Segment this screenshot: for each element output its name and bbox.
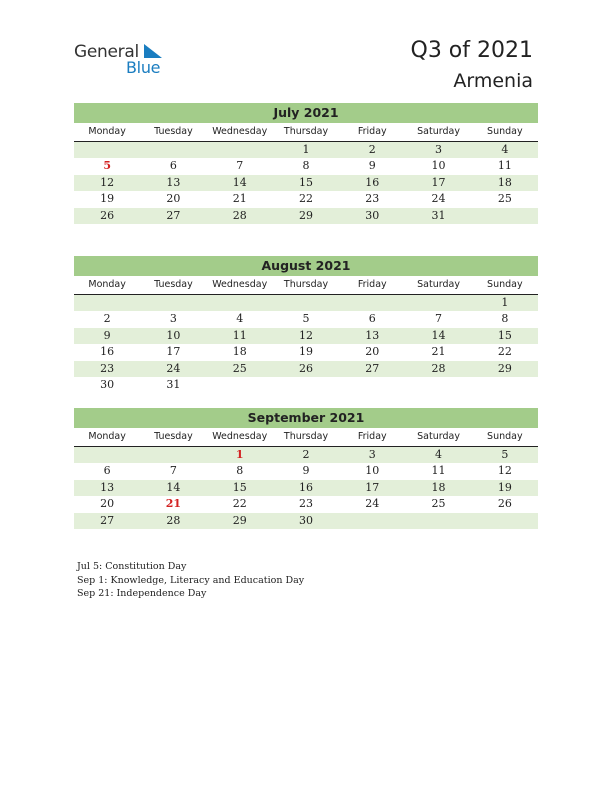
empty-day-cell	[472, 377, 538, 393]
day-cell: 30	[100, 377, 115, 391]
day-cell: 1	[302, 143, 310, 156]
day-cell: 4	[501, 143, 509, 156]
empty-day-cell	[273, 295, 339, 311]
day-cell: 17	[166, 345, 181, 359]
day-cell: 24	[431, 192, 446, 206]
holiday-note: Jul 5: Constitution Day	[77, 561, 187, 572]
day-cell: 26	[100, 208, 115, 222]
day-cell: 1	[235, 448, 244, 461]
weekday-label: Saturday	[417, 126, 460, 137]
day-cell: 18	[431, 480, 446, 494]
weekday-label: Wednesday	[212, 279, 268, 290]
day-cell: 5	[302, 312, 310, 326]
week-row	[74, 311, 538, 327]
empty-day-cell	[74, 295, 140, 311]
day-cell: 26	[298, 361, 313, 375]
day-cell: 27	[166, 208, 181, 222]
day-cell: 7	[169, 464, 177, 478]
week-row	[74, 513, 538, 529]
brand-general-text: General	[74, 42, 139, 62]
weekday-label: Sunday	[487, 431, 523, 442]
week-row	[74, 447, 538, 463]
day-cell: 27	[365, 361, 380, 375]
day-cell: 16	[298, 480, 313, 494]
day-cell: 9	[368, 159, 376, 173]
day-cell: 3	[435, 143, 443, 156]
day-cell: 21	[165, 497, 182, 511]
day-cell: 13	[100, 480, 115, 494]
week-row	[74, 480, 538, 496]
empty-day-cell	[74, 447, 140, 463]
page-title: Q3 of 2021	[410, 38, 533, 63]
day-cell: 11	[431, 464, 446, 478]
day-cell: 10	[431, 159, 446, 173]
weekday-label: Monday	[88, 279, 126, 290]
weekday-label: Saturday	[417, 279, 460, 290]
month-title: July 2021	[74, 103, 538, 123]
day-cell: 4	[435, 448, 443, 461]
weekday-header	[74, 428, 538, 447]
day-cell: 25	[232, 361, 247, 375]
day-cell: 19	[100, 192, 115, 206]
empty-day-cell	[339, 513, 405, 529]
day-cell: 14	[166, 480, 181, 494]
empty-day-cell	[472, 208, 538, 224]
week-row	[74, 158, 538, 174]
day-cell: 23	[298, 497, 313, 511]
brand-blue-text: Blue	[126, 58, 161, 77]
weekday-label: Sunday	[487, 126, 523, 137]
day-cell: 21	[431, 345, 446, 359]
day-cell: 6	[368, 312, 376, 326]
day-cell: 7	[435, 312, 443, 326]
empty-day-cell	[140, 295, 206, 311]
day-cell: 23	[365, 192, 380, 206]
month-grid	[74, 142, 538, 224]
day-cell: 14	[232, 175, 247, 189]
day-cell: 30	[365, 208, 380, 222]
day-cell: 6	[103, 464, 111, 478]
week-row	[74, 191, 538, 207]
day-cell: 11	[497, 159, 512, 173]
weekday-label: Friday	[357, 431, 387, 442]
weekday-label: Tuesday	[154, 279, 193, 290]
day-cell: 30	[298, 513, 313, 527]
week-row	[74, 344, 538, 360]
day-cell: 9	[302, 464, 310, 478]
holiday-note: Sep 1: Knowledge, Literacy and Education Day	[77, 574, 305, 586]
weekday-label: Tuesday	[154, 431, 193, 442]
day-cell: 31	[431, 208, 446, 222]
weekday-header	[74, 276, 538, 295]
day-cell: 14	[431, 328, 446, 342]
day-cell: 10	[166, 328, 181, 342]
day-cell: 18	[232, 345, 247, 359]
day-cell: 21	[232, 192, 247, 206]
day-cell: 28	[166, 513, 181, 527]
day-cell: 1	[501, 296, 509, 309]
day-cell: 17	[431, 175, 446, 189]
week-row	[74, 208, 538, 224]
weekday-label: Thursday	[283, 126, 329, 137]
month-july	[74, 103, 538, 224]
week-row	[74, 377, 538, 393]
day-cell: 16	[100, 345, 115, 359]
day-cell: 3	[169, 312, 177, 326]
empty-day-cell	[207, 377, 273, 393]
day-cell: 19	[298, 345, 313, 359]
month-title: August 2021	[74, 256, 538, 276]
day-cell: 2	[368, 143, 376, 156]
day-cell: 19	[497, 480, 512, 494]
day-cell: 7	[236, 159, 244, 173]
empty-day-cell	[405, 377, 471, 393]
day-cell: 24	[166, 361, 181, 375]
month-grid	[74, 295, 538, 393]
day-cell: 28	[431, 361, 446, 375]
day-cell: 20	[365, 345, 380, 359]
empty-day-cell	[472, 513, 538, 529]
holiday-note: Sep 21: Independence Day	[77, 588, 207, 599]
day-cell: 12	[298, 328, 313, 342]
weekday-header	[74, 123, 538, 142]
empty-day-cell	[339, 377, 405, 393]
week-row	[74, 175, 538, 191]
day-cell: 25	[431, 497, 446, 511]
day-cell: 15	[232, 480, 247, 494]
day-cell: 28	[232, 208, 247, 222]
day-cell: 25	[497, 192, 512, 206]
day-cell: 20	[166, 192, 181, 206]
weekday-label: Monday	[88, 431, 126, 442]
holiday-notes	[77, 560, 304, 601]
week-row	[74, 328, 538, 344]
day-cell: 29	[298, 208, 313, 222]
day-cell: 13	[365, 328, 380, 342]
weekday-label: Monday	[88, 126, 126, 137]
day-cell: 5	[501, 448, 509, 461]
day-cell: 24	[365, 497, 380, 511]
day-cell: 2	[302, 448, 310, 461]
day-cell: 12	[497, 464, 512, 478]
day-cell: 26	[497, 497, 512, 511]
week-row	[74, 463, 538, 479]
empty-day-cell	[140, 447, 206, 463]
month-title: September 2021	[74, 408, 538, 428]
day-cell: 5	[103, 159, 111, 173]
day-cell: 11	[232, 328, 247, 342]
day-cell: 15	[298, 175, 313, 189]
weekday-label: Saturday	[417, 431, 460, 442]
weekday-label: Wednesday	[212, 431, 268, 442]
week-row	[74, 361, 538, 377]
day-cell: 22	[232, 497, 247, 511]
day-cell: 18	[497, 175, 512, 189]
day-cell: 13	[166, 175, 181, 189]
day-cell: 2	[103, 312, 111, 326]
weekday-label: Friday	[357, 279, 387, 290]
weekday-label: Sunday	[487, 279, 523, 290]
day-cell: 12	[100, 175, 115, 189]
month-grid	[74, 447, 538, 529]
day-cell: 9	[103, 328, 111, 342]
week-row	[74, 142, 538, 158]
day-cell: 3	[368, 448, 376, 461]
weekday-label: Thursday	[283, 279, 329, 290]
day-cell: 16	[365, 175, 380, 189]
day-cell: 22	[497, 345, 512, 359]
day-cell: 20	[100, 497, 115, 511]
day-cell: 8	[236, 464, 244, 478]
day-cell: 8	[302, 159, 310, 173]
weekday-label: Friday	[357, 126, 387, 137]
brand-logo	[74, 42, 184, 82]
empty-day-cell	[339, 295, 405, 311]
day-cell: 4	[236, 312, 244, 326]
week-row	[74, 496, 538, 512]
month-august	[74, 256, 538, 393]
day-cell: 22	[298, 192, 313, 206]
day-cell: 23	[100, 361, 115, 375]
empty-day-cell	[405, 513, 471, 529]
week-row	[74, 295, 538, 311]
empty-day-cell	[74, 142, 140, 158]
day-cell: 29	[232, 513, 247, 527]
weekday-label: Tuesday	[154, 126, 193, 137]
day-cell: 6	[169, 159, 177, 173]
day-cell: 31	[166, 377, 181, 391]
day-cell: 27	[100, 513, 115, 527]
day-cell: 17	[365, 480, 380, 494]
empty-day-cell	[405, 295, 471, 311]
empty-day-cell	[140, 142, 206, 158]
weekday-label: Wednesday	[212, 126, 268, 137]
day-cell: 10	[365, 464, 380, 478]
empty-day-cell	[207, 142, 273, 158]
country-name: Armenia	[453, 70, 533, 92]
day-cell: 15	[497, 328, 512, 342]
day-cell: 8	[501, 312, 509, 326]
empty-day-cell	[273, 377, 339, 393]
month-september	[74, 408, 538, 529]
day-cell: 29	[497, 361, 512, 375]
empty-day-cell	[207, 295, 273, 311]
weekday-label: Thursday	[283, 431, 329, 442]
